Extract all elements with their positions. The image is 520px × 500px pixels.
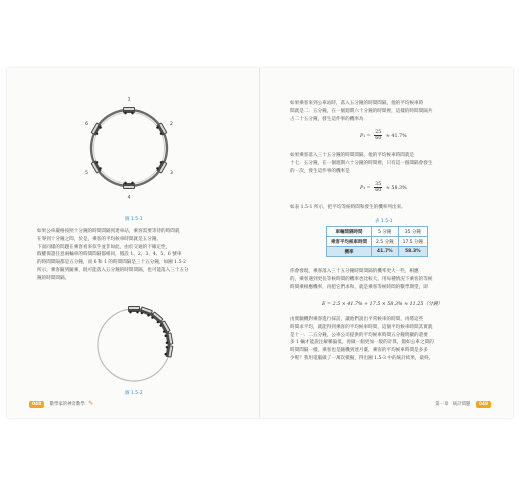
bus-number-label: 2 (169, 122, 173, 127)
text-line: 鐘的時間間隔。 (37, 275, 70, 281)
table-cell: 58.3% (398, 247, 427, 257)
book-logo-icon: ✎ (88, 400, 94, 407)
figure1-caption: 圖 1.5-1 (125, 217, 143, 222)
text-line: 如果公車嚴格按照十分鐘的時間間隔到達車站，乘客需要等待的時間就 (37, 229, 180, 234)
text-line: 時間乘相應機率，再把它們求和，就是乘客等候時間的數學期望，即 (290, 284, 428, 290)
bus-icon (123, 107, 135, 114)
text-line: 占二十五分鐘，發生這件事的機率為 (290, 116, 364, 122)
table-cell: 機率 (327, 247, 372, 257)
formula-numerator: 25 (375, 130, 382, 135)
formula-denominator: 60 (375, 188, 382, 193)
text-line: 假權保證任意兩輛車的時間間隔都相同，假設 1、2、3、4、5、6 號車 (37, 252, 182, 258)
formula-expectation: E = 2.5 × 41.7% + 17.5 × 58.3% ≈ 11.25（分鐘） (322, 302, 443, 307)
bus-icon (139, 306, 153, 317)
table-cell: 乘客平均候車時間 (327, 237, 372, 247)
right-paragraph-1 (290, 100, 490, 123)
formula-p2 (360, 182, 407, 193)
figure2-caption: 圖 1.5-2 (125, 391, 143, 396)
text-line: 由實驗機對乘客進行採訪，讓他們說出平常候車的時間，再將這些 (290, 317, 424, 322)
formula-p1 (360, 130, 407, 141)
page-number: 049 (476, 401, 491, 408)
bus-icon (164, 345, 173, 358)
text-line: 的時間間隔都是五分鐘，而 6 和 1 的時間間隔是三十五分鐘，如圖 1.5-2 (37, 260, 186, 266)
table-cell: 35 分鐘 (398, 227, 427, 237)
text-line: 的，乘客遇到更長等候時間的機率也比較大，用每種情況下乘客的等候 (290, 276, 433, 282)
text-line: 少呢？我用電腦做了一萬次模擬，得出圖 1.5-3 中的統計結果，最終， (290, 355, 434, 361)
bus-number-label: 4 (127, 195, 131, 201)
waiting-time-table (326, 226, 428, 257)
text-line: 間就是二．五分鐘，在一個週期六十分鐘的時間裡，這樣的時間間隔共 (290, 108, 433, 114)
bus-number-label: 1 (127, 97, 131, 103)
text-line: 十七．五分鐘，在一個週期六十分鐘的時間裡，只有這一個間隔會發生 (290, 160, 433, 166)
formula-rhs: ≈ 58.3% (385, 186, 407, 191)
table-cell: 2.5 分鐘 (372, 237, 399, 247)
text-line: 你會發現，乘客落入三十五分鐘時間間隔的機率更大一些，相應 (290, 269, 419, 274)
bus-icon (128, 306, 140, 313)
text-line: 下面同樣的問題在乘客看來似乎並非如此，由於交通的不確定性， (37, 244, 171, 250)
page-number: 048 (29, 401, 44, 408)
table-cell: 5 分鐘 (372, 227, 399, 237)
table-cell: 41.7% (372, 247, 399, 257)
left-page (7, 68, 260, 418)
table-cell: 車輛間隔時間 (327, 227, 372, 237)
text-line: 如表 1.5-1 所示，把平均等候時間和發生的機率列出來。 (290, 205, 406, 210)
right-footer (435, 401, 491, 408)
left-footer (29, 400, 93, 408)
text-line: 時間求平均，就能得到乘客的平均候車時間，這個平均候車時間其實就 (290, 324, 433, 330)
book-title: 數學家的神奇數學 (49, 402, 85, 407)
bus-icon (123, 182, 135, 189)
figure-bus-circle (77, 96, 187, 206)
table-row (327, 227, 428, 237)
table-cell: 17.5 分鐘 (398, 237, 427, 247)
right-paragraph-2 (290, 152, 490, 175)
bus-icon (164, 332, 173, 345)
text-line: 在零到十分鐘之間，於是，乘客的平均候車時間就是五分鐘。 (37, 236, 162, 242)
formula-lhs: P₁ = (360, 134, 371, 139)
table-caption: 表 1.5-1 (375, 219, 393, 224)
text-line: 時間間隔一樣，乘客也是隨機到達月臺，乘客的平均候車時間是多多 (290, 348, 428, 354)
text-line: 如果乘客來到公車站時，落入五分鐘的時間間隔，他的平均候車時 (290, 101, 424, 106)
bus-number-label: 5 (85, 171, 89, 176)
formula-denominator: 60 (375, 136, 382, 141)
bus-number-label: 6 (85, 122, 89, 127)
book-spread (7, 68, 513, 418)
right-page (260, 68, 513, 418)
text-line: 所示，乘客隨到隨乘，既可能落入五分鐘的時間間隔，也可能落入三十五分 (37, 267, 189, 273)
right-paragraph-4 (290, 268, 490, 291)
table-row-highlight (327, 247, 428, 257)
text-line: 是十一．二五分鐘，公車公司提供的平均候車時間五分鐘明顯的還要 (290, 332, 428, 338)
text-line: 多 1 輛才能說注解稱偏低。再做一個更加一般的計算，假如公車之間的 (290, 340, 434, 346)
right-paragraph-5 (290, 316, 490, 363)
bus-number-label: 3 (169, 171, 173, 176)
formula-rhs: ≈ 41.7% (385, 134, 407, 139)
chapter-title: 第一章 統計問題 (435, 402, 471, 407)
text-line: 如果乘客落入三十五分鐘的時間間隔，他的平均候車時間就是 (290, 153, 415, 158)
table-row (327, 237, 428, 247)
formula-numerator: 35 (375, 182, 382, 187)
right-paragraph-3 (290, 204, 490, 212)
text-line: 的一次，發生這件事的機率是 (290, 168, 350, 174)
formula-lhs: P₂ = (360, 186, 371, 191)
left-paragraph-1 (37, 228, 233, 283)
figure-bus-circle-clustered (89, 300, 179, 390)
